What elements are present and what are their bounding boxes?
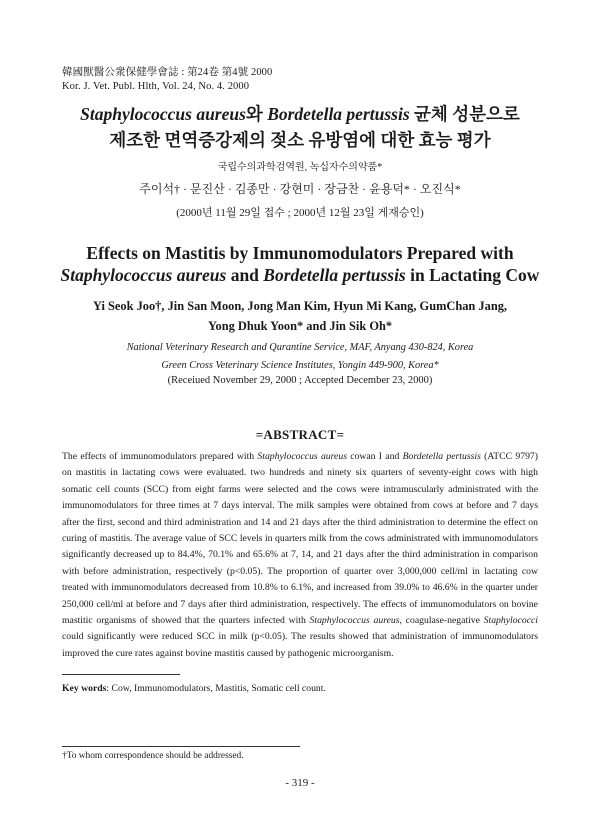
- korean-authors: 주이석† · 문진산 · 김종만 · 강현미 · 장금찬 · 윤용덕* · 오진식*: [139, 182, 461, 196]
- species-name: Staphylococcus aureus: [60, 265, 227, 285]
- species-name: Bordetella pertussis: [402, 451, 481, 462]
- title-text: 와: [245, 104, 268, 124]
- divider: [62, 674, 180, 675]
- abstract-text: could significantly were reduced SCC in milk (p<0.05). The results showed that administration of immunomodulators improved the cure rates against bovine mastitis caused by pathogenic microorganism.: [62, 631, 538, 659]
- korean-title-line-2: 제조한 면역증강제의 젖소 유방염에 대한 효능 평가: [109, 130, 491, 150]
- footnote-divider: [62, 746, 300, 747]
- keywords: [62, 683, 326, 694]
- english-title-line-2: [0, 264, 600, 286]
- affiliation-line-1: National Veterinary Research and Qurantine Service, MAF, Anyang 430-824, Korea: [126, 342, 474, 353]
- footnote: †To whom correspondence should be addressed.: [62, 751, 244, 761]
- species-name: Staphylococcus aureus: [257, 451, 347, 462]
- species-name: Bordetella pertussis: [267, 104, 410, 124]
- korean-received-dates: (2000년 11월 29일 접수 ; 2000년 12월 23일 게재승인): [176, 207, 424, 219]
- english-title: [0, 242, 600, 286]
- keywords-label: Key words: [62, 683, 107, 694]
- abstract-heading: =ABSTRACT=: [255, 427, 345, 442]
- species-name: Staphylococcus aureus: [309, 615, 400, 627]
- korean-affiliation: 국립수의과학검역원, 녹십자수의약품*: [217, 162, 383, 173]
- journal-header: [62, 66, 272, 94]
- english-authors-line-1: Yi Seok Joo†, Jin San Moon, Jong Man Kim, Hyun Mi Kang, GumChan Jang,: [92, 299, 507, 313]
- english-authors: [0, 296, 600, 336]
- keywords-text: : Cow, Immunomodulators, Mastitis, Somatic cell count.: [106, 683, 326, 694]
- title-text: and: [226, 265, 264, 285]
- english-title-line-1: Effects on Mastitis by Immunomodulators Prepared with: [86, 243, 514, 263]
- english-authors-line-2: Yong Dhuk Yoon* and Jin Sik Oh*: [207, 319, 393, 333]
- page-number: - 319 -: [285, 777, 315, 789]
- species-name: Bordetella pertussis: [263, 265, 406, 285]
- english-received-dates: (Receiued November 29, 2000 ; Accepted December 23, 2000): [167, 375, 433, 386]
- journal-citation-korean: 韓國獸醫公衆保健學會誌 : 第24卷 第4號 2000: [62, 67, 273, 78]
- species-name: Staphylococcus aureus: [80, 104, 246, 124]
- title-text: 균체 성분으로: [409, 104, 520, 124]
- journal-citation-english: Kor. J. Vet. Publ. Hlth, Vol. 24, No. 4. 2000: [62, 81, 250, 92]
- affiliation-line-2: Green Cross Veterinary Science Institutes, Yongin 449-900, Korea*: [161, 360, 439, 371]
- abstract-text: The effects of immunomodulators prepared with: [62, 451, 258, 462]
- abstract-text: , coagulase-negative: [399, 615, 484, 627]
- english-affiliations: [0, 339, 600, 375]
- abstract-body: [62, 449, 538, 662]
- title-text: in Lactating Cow: [405, 265, 540, 285]
- species-name: Staphylococci: [483, 615, 538, 627]
- abstract-text: (ATCC 9797) on mastitis in lactating cows were evaluated. two hundreds and ninety six quarters of seventy-eight cows with high somatic cell counts (SCC) from eight farms were selected and the cows were intramuscularly administrated with the immunomodulators for three times at 7 days interval. The milk samples were obtained from cows at before and 7 days after the first, second and third administration and 14 and 21 days after the third administration to determine the effect on curing of mastitis. The average value of SCC levels in quarters milk from the cows administrated with immunomodulators significantly decreased up to 84.4%, 70.1% and 65.6% at 7, 14, and 21 days after the third administration in comparison with before administration, respectively (p<0.05). The proportion of quarter over 3,000,000 cell/ml in lactating cow treated with immunomodulators decreased from 10.8% to 6.1%, and increased from 39.0% to 46.6% in the quarter under 250,000 cell/ml at before and 7 days after third administration, respectively. The effects of immunomodulators on bovine mastitic organisms of showed that the quarters infected with: [62, 451, 538, 627]
- abstract-text: cowan I and: [346, 451, 403, 462]
- korean-title-line-1: [0, 103, 600, 126]
